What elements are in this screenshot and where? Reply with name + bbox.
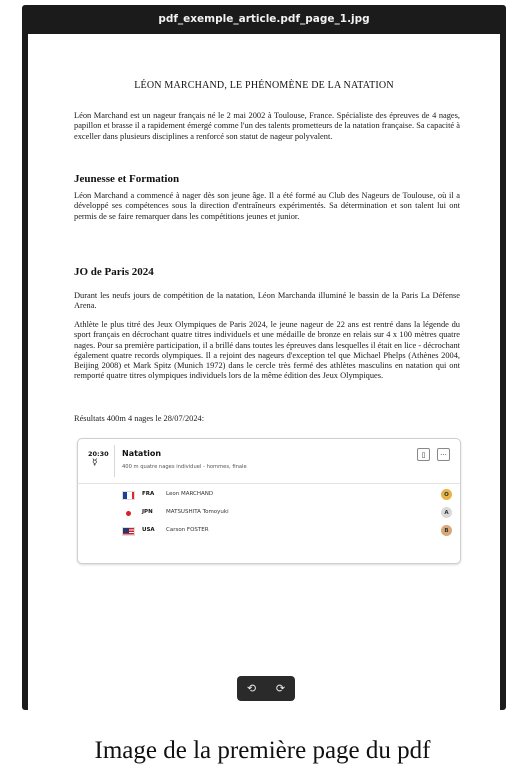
event-time: 20:30 [88, 450, 109, 458]
bookmark-icon: ▯ [421, 450, 426, 459]
section-jo-paragraph-1: Durant les neufs jours de compétition de la natation, Léon Marchanda illuminé le bassin de la Paris La Défense Arena. [74, 291, 460, 311]
section-jeunesse-text: Léon Marchand a commencé à nager dès son jeune âge. Il a été formé au Club des Nageurs de Toulouse, où il a développé ses compétences sous la direction d'entraîneurs expérimentés. Sa détermination et son talent lui ont permis de se faire remarquer dans les compétitions jeunes et junior. [74, 191, 460, 221]
section-heading-jo: JO de Paris 2024 [74, 266, 154, 278]
results-card [77, 438, 461, 564]
result-row [122, 489, 452, 503]
flag-france-icon [122, 491, 135, 500]
athlete-name: Carson FOSTER [166, 527, 209, 533]
flag-usa-icon [122, 527, 135, 536]
more-options-button[interactable] [437, 448, 450, 461]
section-heading-jeunesse: Jeunesse et Formation [74, 173, 180, 185]
window-title: pdf_exemple_article.pdf_page_1.jpg [158, 13, 370, 25]
section-jo-paragraph-2: Athlète le plus titré des Jeux Olympiques de Paris 2024, le jeune nageur de 22 ans est rentré dans la légende du sport français en décrochant quatre titres individuels et une médaille de bronze en relais sur 4 x 100 mètres quatre nages. Pour sa première participation, il a brillé dans toutes les épreuves dans lesquelles il était en lice - décrochant également quatre records olympiques. Il a rejoint des nageurs d'exception tel que Michael Phelps (Athènes 2004, Beijing 2008) et Mark Spitz (Munich 1972) dans le cercle très fermé des athlètes masculins en natation qui ont remporté quatre titres olympiques individuels lors de la même édition des Jeux Olympiques. [74, 320, 460, 381]
result-row [122, 525, 452, 539]
results-label: Résultats 400m 4 nages le 28/07/2024: [74, 414, 205, 423]
athlete-name: MATSUSHITA Tomoyuki [166, 509, 229, 515]
medal-icon: ☿ [92, 458, 98, 468]
flag-japan-icon [122, 509, 135, 518]
image-viewer-window [22, 5, 506, 710]
image-caption: Image de la première page du pdf [94, 737, 431, 764]
gold-medal-badge: O [441, 489, 452, 500]
more-icon: ··· [440, 450, 447, 459]
athlete-name: Leon MARCHAND [166, 491, 214, 497]
bookmark-button[interactable] [417, 448, 430, 461]
pdf-page [28, 34, 500, 710]
event-name: 400 m quatre nages individuel - hommes, finale [122, 464, 247, 470]
country-code: USA [142, 527, 155, 533]
rotate-right-icon[interactable]: ⟳ [275, 682, 286, 695]
card-separator [114, 445, 115, 477]
result-row [122, 507, 452, 521]
intro-paragraph: Léon Marchand est un nageur français né le 2 mai 2002 à Toulouse, France. Spécialiste des épreuves de 4 nages, papillon et brasse il a rapidement émergé comme l'un des talents prometteurs de la natation française. Sa capacité à exceller dans plusieurs disciplines a renforcé son statut de nageur polyvalent. [74, 111, 460, 141]
country-code: JPN [142, 509, 153, 515]
bronze-medal-badge: B [441, 525, 452, 536]
card-divider [78, 483, 460, 484]
sport-name: Natation [122, 449, 162, 458]
silver-medal-badge: A [441, 507, 452, 518]
document-title: LÉON MARCHAND, LE PHÉNOMÈNE DE LA NATATION [134, 80, 394, 91]
rotate-left-icon[interactable]: ⟲ [246, 682, 257, 695]
country-code: FRA [142, 491, 155, 497]
viewer-controls [237, 676, 295, 701]
